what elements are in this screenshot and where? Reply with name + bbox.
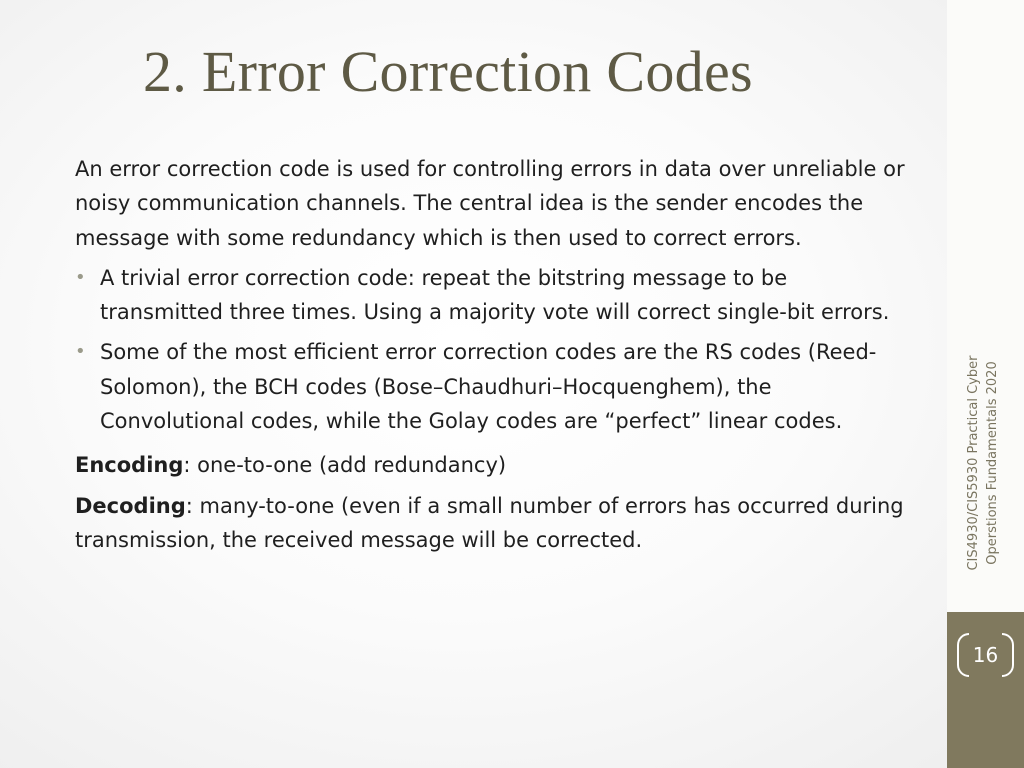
footer-course-label (964, 343, 1002, 583)
decoding-description: : many-to-one (even if a small number of errors has occurred during transmission, the received message will be corrected. (75, 493, 904, 552)
sidebar-bottom-band (947, 692, 1024, 768)
page-number-badge (957, 633, 1014, 675)
bullet-icon: • (75, 266, 86, 288)
encoding-description: : one-to-one (add redundancy) (183, 453, 507, 478)
intro-paragraph: An error correction code is used for controlling errors in data over unreliable or noisy communication channels. The central idea is the sender encodes the message with some redundancy which is then used to correct errors. (75, 157, 905, 250)
bullet-text: A trivial error correction code: repeat the bitstring message to be transmitted three times. Using a majority vote will correct single-bit errors. (100, 265, 890, 325)
encoding-term: Encoding (75, 453, 184, 478)
slide-body (75, 152, 905, 557)
footer-line-2: Operstions Fundamentals 2020 (985, 361, 1000, 565)
encoding-line (75, 448, 905, 482)
slide-title: 2. Error Correction Codes (143, 39, 753, 104)
footer-line-1: CIS4930/CIS5930 Practical Cyber (966, 355, 981, 571)
decoding-term: Decoding (75, 493, 186, 518)
bullet-item (75, 335, 905, 438)
bullet-item (75, 261, 905, 330)
bullet-icon: • (75, 341, 86, 363)
bullet-text: Some of the most efficient error correction codes are the RS codes (Reed-Solomon), the BCH codes (Bose–Chaudhuri–Hocquenghem), the Convolutional codes, while the Golay codes are “perfect” linear codes. (100, 340, 877, 434)
page-number: 16 (972, 643, 999, 667)
decoding-line (75, 489, 905, 558)
